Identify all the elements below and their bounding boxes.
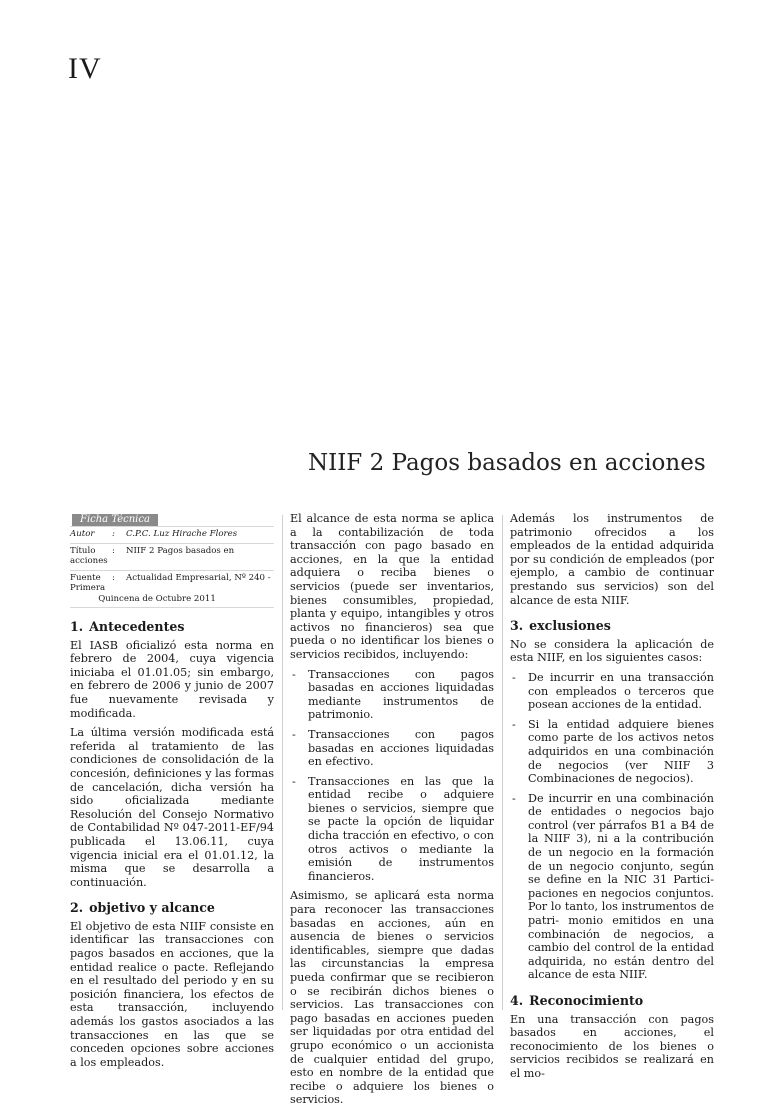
list-item: - Si la entidad adquiere bienes como parte de los activos netos adquiridos en una combinación de negocios (ver NIIF 3 Combinaciones de negocios). <box>510 718 714 786</box>
section-number: 3. <box>510 618 524 634</box>
fiche-sep: : <box>112 572 115 583</box>
section-heading-text: exclusiones <box>529 618 611 634</box>
fiche-value-extra: Quincena de Octubre 2011 <box>98 593 216 604</box>
section-number: 1. <box>70 619 84 634</box>
column-2 <box>290 512 494 1113</box>
paragraph: No se considera la aplicación de esta NIIF, en los siguientes casos: <box>510 637 714 665</box>
paragraph: Asimismo, se aplicará esta norma para reconocer las transacciones basadas en acciones, aún en ausencia de bienes o servicios identificables, siempre que dadas las circunstancias la empresa pueda confirmar que se recibieron o se recibirán dichos bienes o servicios. Las transacciones con pago basadas en acciones pueden ser liquidadas por otra entidad del grupo económico o un accionista de cualquier entidad del grupo, esto en nombre de la entidad que recibe o adquiere los bienes o servicios. <box>290 889 494 1107</box>
list-item: - De incurrir en una transacción con empleados o terceros que posean acciones de la entidad. <box>510 671 714 712</box>
paragraph: En una transacción con pagos basados en acciones, el reconocimiento de los bienes o servicios recibidos se realizará en el mo- <box>510 1012 714 1080</box>
fiche-row-title <box>70 544 274 571</box>
list-item: - De incurrir en una combinación de entidades o negocios bajo control (ver párrafos B1 a B4 de la NIIF 3), ni a la contribución de un negocio en la formación de un negocio conjunto, según se define en la NIC 31 Partici- paciones en negocios conjuntos. Por lo tanto, los instrumentos de patri- monio emitidos en una combinación de negocios, a cambio del control de la entidad adquirida, no están dentro del alcance de esta NIIF. <box>510 792 714 982</box>
fiche-key: Autor <box>70 529 95 539</box>
list-item: - Transacciones con pagos basadas en acciones liquidadas en efectivo. <box>290 728 494 769</box>
paragraph: El objetivo de esta NIIF consiste en identificar las transacciones con pagos basados en acciones, que la entidad realice o pacte. Reflejando en el resultado del periodo y en su posición financiera, los efectos de esta transacción, incluyendo además los gastos asociados a las transacciones en las que se conceden opciones sobre acciones a los empleados. <box>70 919 274 1069</box>
paragraph: Además los instrumentos de patrimonio ofrecidos a los empleados de la entidad adquirida por su condición de empleados (por ejemplo, a cambio de continuar prestando sus servicios) son del alcance de esta NIIF. <box>510 512 714 607</box>
paragraph: El IASB oficializó esta norma en febrero de 2004, cuya vigencia iniciaba el 01.01.05; sin embargo, en febrero de 2006 y junio de 2007 fue nuevamente revisada y modificada. <box>70 638 274 720</box>
section-number: 2. <box>70 900 84 916</box>
fiche-key: Fuente <box>70 572 101 583</box>
fiche-sep: : <box>112 529 115 539</box>
section-heading-antecedentes <box>70 620 274 634</box>
section-heading-text: Reconocimiento <box>529 993 644 1008</box>
section-number: 4. <box>510 993 524 1008</box>
list-item: - Transacciones en las que la entidad recibe o adquiere bienes o servicios, siempre que se pacte la opción de liquidar dicha tracción en efectivo, o con otros activos o mediante la emisión de instrumentos financieros. <box>290 775 494 884</box>
section-heading-text: Antecedentes <box>89 619 185 634</box>
fiche-value: Actualidad Empresarial, Nº 240 - Primera <box>70 572 271 593</box>
section-heading-exclusiones <box>510 619 714 633</box>
fiche-value: C.P.C. Luz Hirache Flores <box>126 529 238 539</box>
paragraph: El alcance de esta norma se aplica a la contabilización de toda transacción con pago basado en acciones, en la que la entidad adquiera o reciba bienes o servicios (puede ser inventarios, bienes consumibles, propiedad, planta y equipo, intangibles y otros activos no financieros) sea que pueda o no identificar los bienes o servicios recibidos, incluyendo: <box>290 512 494 661</box>
section-heading-objetivo <box>70 901 274 915</box>
scope-list <box>290 668 494 884</box>
fiche-row-source <box>70 571 274 609</box>
column-1 <box>70 512 274 1075</box>
fiche-key: Título <box>70 545 96 556</box>
column-3 <box>510 512 714 1087</box>
column-divider <box>282 515 283 1010</box>
paragraph: La última versión modificada está referida al tratamiento de las condiciones de consolidación de la concesión, definiciones y las formas de cancelación, dicha versión ha sido oficializada mediante Resolución del Consejo Normativo de Contabilidad Nº 047-2011-EF/94 publicada el 13.06.11, cuya vigencia inicial era el 01.01.12, la misma que se desarrolla a continuación. <box>70 726 274 889</box>
section-heading-text: objetivo y alcance <box>89 900 215 916</box>
list-item: - Transacciones con pagos basadas en acciones liquidadas mediante instrumentos de patrimonio. <box>290 668 494 722</box>
column-divider <box>502 515 503 1010</box>
fiche-row-author <box>70 526 274 544</box>
exclusions-list <box>510 671 714 982</box>
part-number: IV <box>68 52 102 85</box>
fiche-sep: : <box>112 545 115 556</box>
fiche-value: NIIF 2 Pagos basados en acciones <box>70 545 235 566</box>
document-title: NIIF 2 Pagos basados en acciones <box>308 450 706 476</box>
fiche-tag: Ficha Técnica <box>72 514 158 526</box>
section-heading-reconocimiento <box>510 994 714 1008</box>
fiche-tecnica <box>70 512 274 608</box>
